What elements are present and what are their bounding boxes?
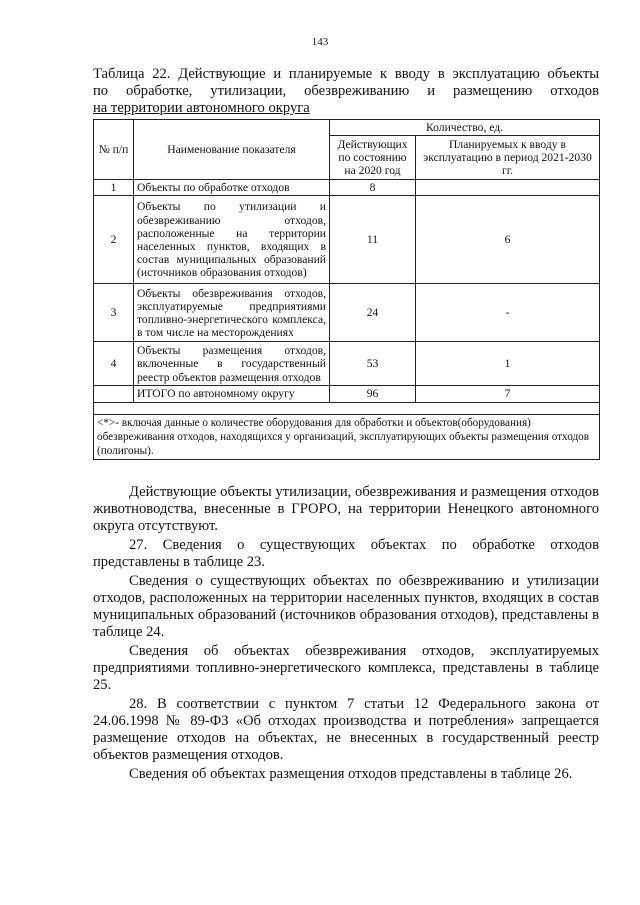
row-current: 11 [330,196,416,284]
table-row [94,180,600,196]
page-number: 143 [311,36,329,48]
caption-line-3: на территории автономного округа [93,100,310,116]
table-row [94,196,600,284]
objects-table [93,119,600,460]
header-name: Наименование показателя [134,120,330,180]
row-name: Объекты по утилизации и обезвреживанию отходов, расположенные на территории населенных пунктов, входящих в состав муниципальных образований (источников образования отходов) [134,196,330,284]
row-planned: - [416,284,600,342]
table-row [94,284,600,342]
caption-line-1: Таблица 22. Действующие и планируемые к вводу в эксплуатацию объекты [93,66,599,82]
table-row [94,342,600,386]
note-row [94,414,600,459]
paragraph: 27. Сведения о существующих объектах по обработке отходов представлены в таблице 23. [93,537,599,570]
header-planned: Планируемых к вводу в эксплуатацию в период 2021-2030 гг. [416,136,600,180]
row-num: 4 [94,342,134,386]
paragraph: Сведения об объектах обезвреживания отходов, эксплуатируемых предприятиями топливно-энергетического комплекса, представлены в таблице 25. [93,643,599,693]
header-current: Действующих по состоянию на 2020 год [330,136,416,180]
header-num: № п/п [94,120,134,180]
total-num [94,386,134,402]
header-row-1 [94,120,600,136]
row-name: Объекты по обработке отходов [134,180,330,196]
row-num: 2 [94,196,134,284]
total-name: ИТОГО по автономному округу [134,386,330,402]
total-row [94,386,600,402]
total-planned: 7 [416,386,600,402]
row-current: 8 [330,180,416,196]
spacer-row [94,402,600,414]
paragraph: Сведения о существующих объектах по обезвреживанию и утилизации отходов, расположенных на территории населенных пунктов, входящих в состав муниципальных образований (источников образования отходов), представлены в таблице 24. [93,573,599,640]
spacer-cell [94,402,600,414]
row-name: Объекты размещения отходов, включенные в государственный реестр объектов размещения отходов [134,342,330,386]
table-caption [93,66,599,117]
row-planned: 1 [416,342,600,386]
caption-line-2: по обработке, утилизации, обезвреживанию и размещению отходов [93,83,599,99]
paragraph: Сведения об объектах размещения отходов представлены в таблице 26. [129,766,573,782]
row-num: 1 [94,180,134,196]
row-planned: 6 [416,196,600,284]
row-current: 24 [330,284,416,342]
row-name: Объекты обезвреживания отходов, эксплуатируемые предприятиями топливно-энергетического комплекса, в том числе на месторождениях [134,284,330,342]
total-current: 96 [330,386,416,402]
paragraph: 28. В соответствии с пунктом 7 статьи 12 Федерального закона от 24.06.1998 № 89-ФЗ «Об отходах производства и потребления» запрещается размещение отходов на объектах, не внесенных в государственный реестр объектов размещения отходов. [93,696,599,763]
body-text [93,484,599,783]
table-note: <*>- включая данные о количестве оборудования для обработки и объектов(оборудования) обезвреживания отходов, находящихся у организаций, эксплуатирующих объекты размещения отходов (полигоны). [94,414,600,459]
paragraph: Действующие объекты утилизации, обезвреживания и размещения отходов животноводства, внесенные в ГРОРО, на территории Ненецкого автономного округа отсутствуют. [93,484,599,534]
row-num: 3 [94,284,134,342]
row-current: 53 [330,342,416,386]
header-quantity: Количество, ед. [330,120,600,136]
row-planned [416,180,600,196]
